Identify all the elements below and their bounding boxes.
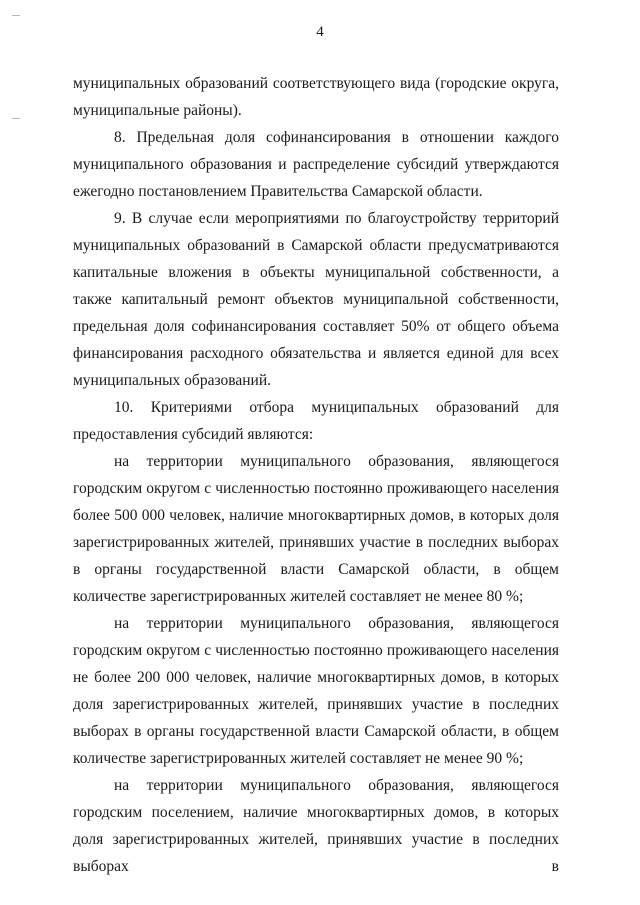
paragraph-item-10: 10. Критериями отбора муниципальных образований для предоставления субсидий являются:: [73, 399, 559, 443]
paragraph-item-8: 8. Предельная доля софинансирования в отношении каждого муниципального образования и распределение субсидий утверждаются ежегодно постановлением Правительства Самарской области.: [73, 129, 559, 200]
page-number: 4: [316, 24, 324, 40]
scan-edge-mark: [12, 15, 20, 16]
paragraph-criterion-2: на территории муниципального образования, являющегося городским округом с численностью постоянно проживающего населения не более 200 000 человек, наличие многоквартирных домов, в которых доля зарегистрированных жителей, принявших участие в последних выборах в органы государственной власти Самарской области, в общем количестве зарегистрированных жителей составляет не менее 90 %;: [73, 615, 559, 767]
paragraph-criterion-3: на территории муниципального образования, являющегося городским поселением, наличие многоквартирных домов, в которых доля зарегистрированных жителей, принявших участие в последних выборах в: [73, 777, 559, 875]
document-body: [73, 70, 559, 880]
paragraph-item-9: 9. В случае если мероприятиями по благоустройству территорий муниципальных образований в Самарской области предусматриваются капитальные вложения в объекты муниципальной собственности, а также капитальный ремонт объектов муниципальной собственности, предельная доля софинансирования составляет 50% от общего объема финансирования расходного обязательства и является единой для всех муниципальных образований.: [73, 210, 559, 389]
paragraph-continuation: муниципальных образований соответствующего вида (городские округа, муниципальные районы).: [73, 75, 559, 119]
paragraph-criterion-1: на территории муниципального образования, являющегося городским округом с численностью постоянно проживающего населения более 500 000 человек, наличие многоквартирных домов, в которых доля зарегистрированных жителей, принявших участие в последних выборах в органы государственной власти Самарской области, в общем количестве зарегистрированных жителей составляет не менее 80 %;: [73, 453, 559, 605]
scan-edge-mark: [12, 118, 20, 119]
